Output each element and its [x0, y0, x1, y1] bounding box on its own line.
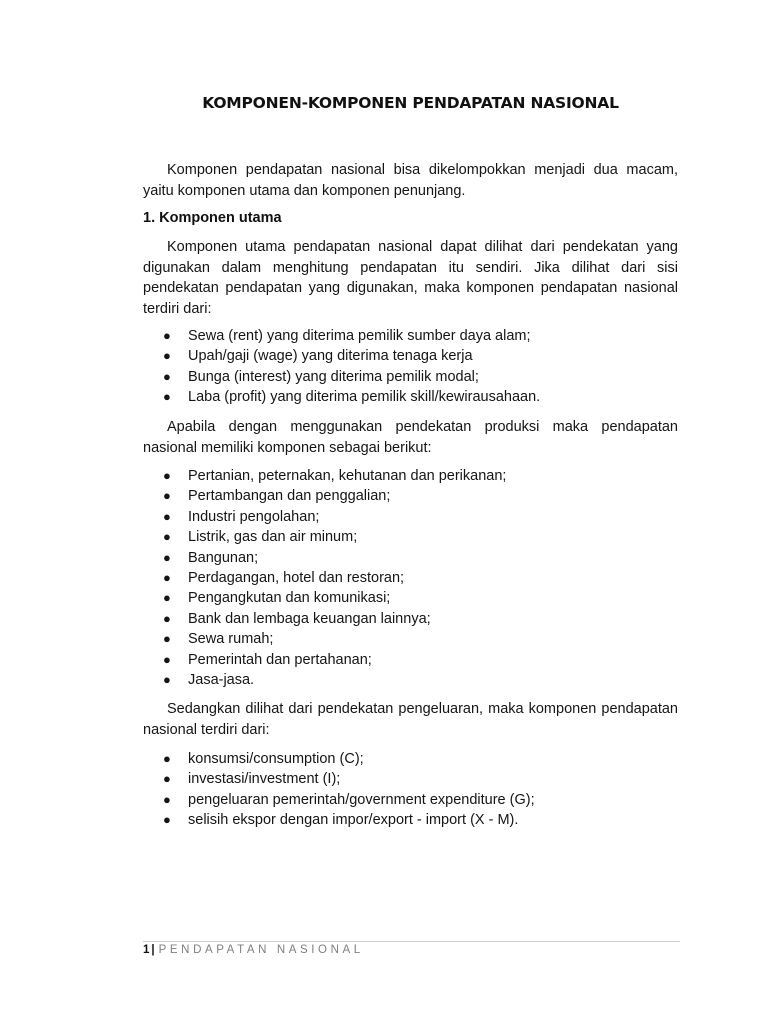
list-item: ● pengeluaran pemerintah/government expenditure (G); [143, 790, 678, 810]
bullet-icon: ● [163, 368, 171, 384]
bullet-icon: ● [163, 812, 171, 828]
bullet-icon: ● [163, 468, 171, 483]
footer-divider [143, 941, 680, 942]
list-item: ● Sewa rumah; [143, 629, 678, 649]
footer-separator: | [151, 944, 155, 956]
bullet-icon: ● [163, 651, 171, 667]
section-heading-komponen-utama: 1. Komponen utama [143, 210, 282, 226]
list-item: ● Bank dan lembaga keuangan lainnya; [143, 609, 678, 629]
paragraph-pendekatan-pendapatan: Komponen utama pendapatan nasional dapat dilihat dari pendekatan yang digunakan dalam menghitung pendapatan itu sendiri. Jika dilihat dari sisi pendekatan pendapatan yang digunakan, maka komponen pendapatan nasional terdiri dari: [143, 239, 678, 317]
bullet-icon: ● [163, 389, 171, 405]
list-item: ● Pengangkutan dan komunikasi; [143, 588, 678, 608]
bullet-icon: ● [163, 672, 171, 688]
list-item: ● Upah/gaji (wage) yang diterima tenaga kerja [143, 346, 678, 366]
list-item: ● Sewa (rent) yang diterima pemilik sumber daya alam; [143, 326, 678, 346]
bullet-icon: ● [163, 631, 171, 647]
list-item: ● Jasa-jasa. [143, 670, 678, 690]
bullet-icon: ● [163, 771, 171, 787]
list-item: ● Industri pengolahan; [143, 507, 678, 527]
list-item: ● Bunga (interest) yang diterima pemilik modal; [143, 367, 678, 387]
bullet-icon: ● [163, 590, 171, 606]
bullet-icon: ● [163, 508, 171, 524]
bullet-icon: ● [163, 570, 171, 586]
bullet-icon: ● [163, 348, 171, 364]
list-item: ● Pemerintah dan pertahanan; [143, 650, 678, 670]
bullet-icon: ● [163, 610, 171, 626]
page-footer [143, 944, 364, 956]
list-item: ● investasi/investment (I); [143, 769, 678, 789]
bullet-icon: ● [163, 328, 171, 343]
intro-paragraph: Komponen pendapatan nasional bisa dikelompokkan menjadi dua macam, yaitu komponen utama dan komponen penunjang. [143, 162, 678, 199]
list-item: ● selisih ekspor dengan impor/export - import (X - M). [143, 810, 678, 830]
bullet-icon: ● [163, 549, 171, 565]
list-item: ● Pertanian, peternakan, kehutanan dan perikanan; [143, 466, 678, 486]
list-item: ● Perdagangan, hotel dan restoran; [143, 568, 678, 588]
list-item: ● Pertambangan dan penggalian; [143, 486, 678, 506]
footer-title: PENDAPATAN NASIONAL [158, 944, 364, 956]
bullet-icon: ● [163, 791, 171, 807]
list-item: ● Laba (profit) yang diterima pemilik skill/kewirausahaan. [143, 387, 678, 407]
list-item: ● Listrik, gas dan air minum; [143, 527, 678, 547]
list-item: ● Bangunan; [143, 548, 678, 568]
bullet-icon: ● [163, 488, 171, 504]
list-pendekatan-pendapatan [143, 326, 678, 408]
list-pendekatan-produksi [143, 466, 678, 690]
paragraph-pendekatan-produksi: Apabila dengan menggunakan pendekatan produksi maka pendapatan nasional memiliki komponen sebagai berikut: [143, 419, 678, 456]
bullet-icon: ● [163, 529, 171, 545]
bullet-icon: ● [163, 751, 171, 766]
document-title: KOMPONEN-KOMPONEN PENDAPATAN NASIONAL [202, 94, 619, 112]
page-number: 1 [143, 944, 150, 956]
list-item: ● konsumsi/consumption (C); [143, 749, 678, 769]
paragraph-pendekatan-pengeluaran: Sedangkan dilihat dari pendekatan pengeluaran, maka komponen pendapatan nasional terdiri dari: [143, 701, 678, 738]
list-pendekatan-pengeluaran [143, 749, 678, 831]
